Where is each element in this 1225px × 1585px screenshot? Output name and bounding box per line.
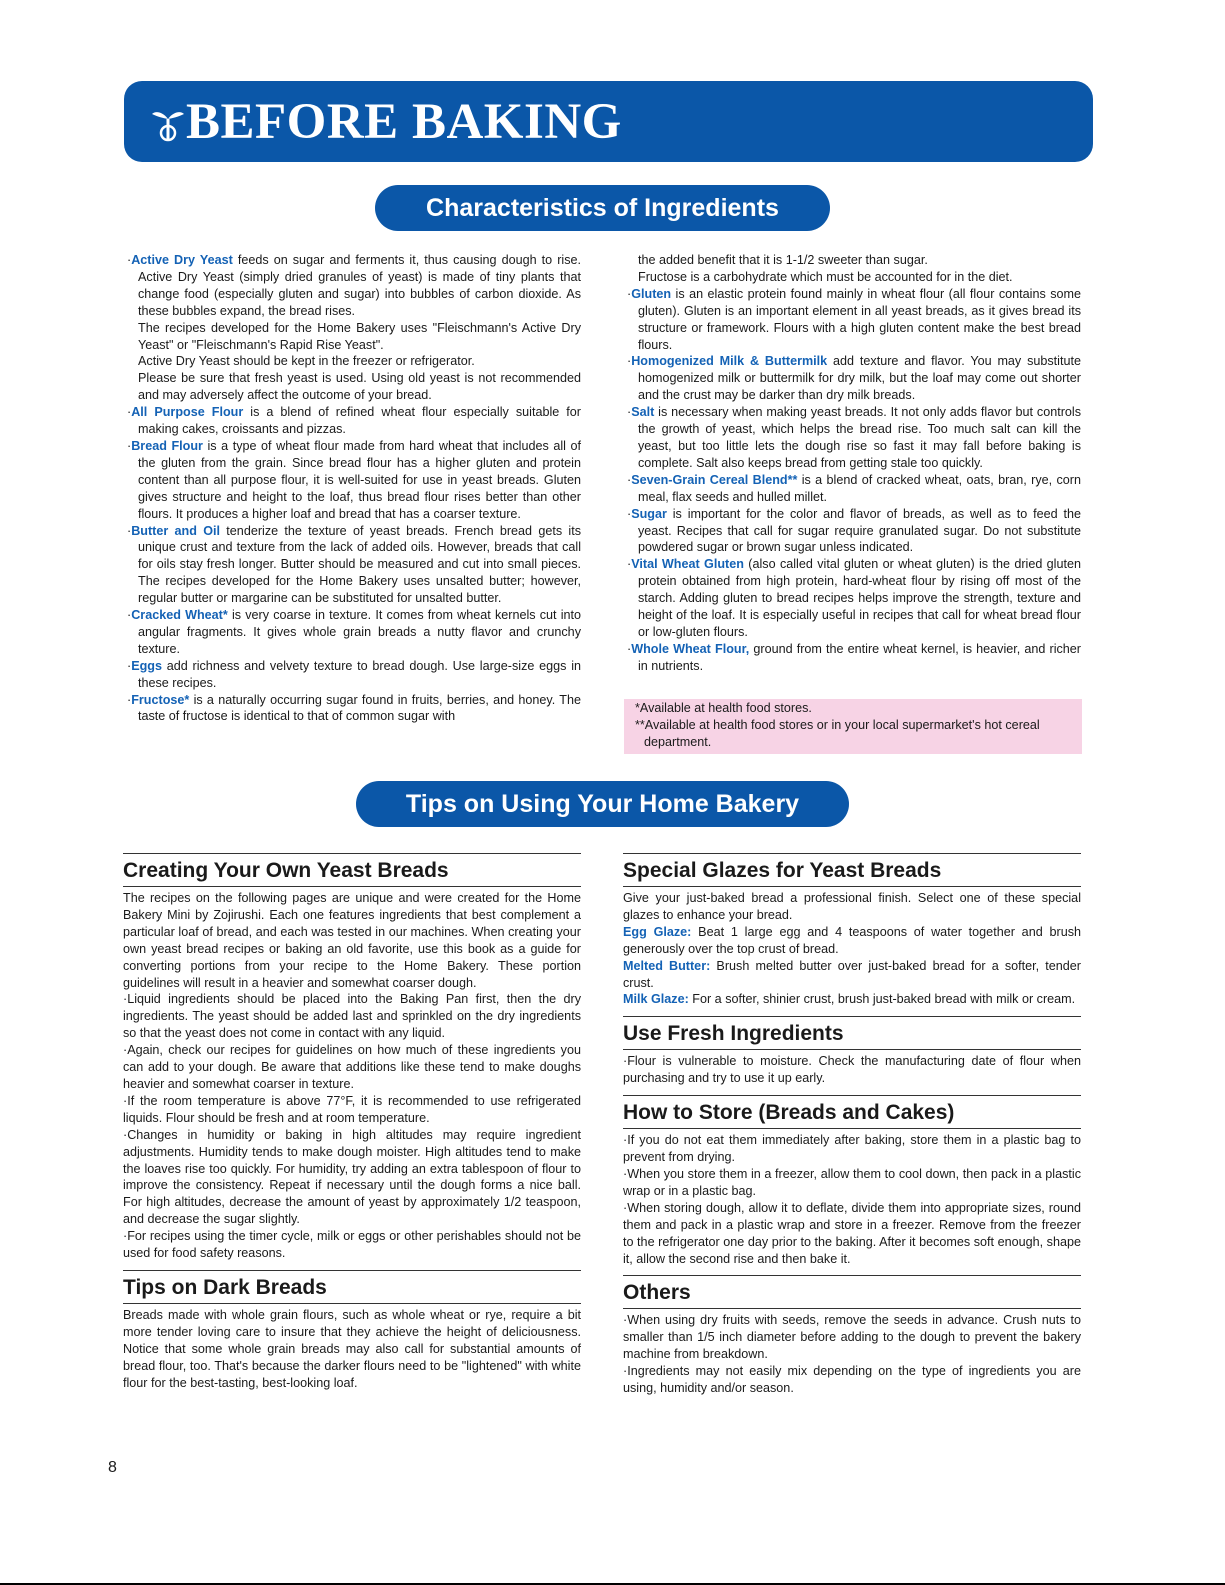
list-item: Milk Glaze: For a softer, shinier crust, brush just-baked bread with milk or cream. [623, 992, 1076, 1007]
store-section [623, 1095, 1081, 1267]
glazes-section [623, 853, 1081, 1008]
list-item: Active Dry Yeast should be kept in the freezer or refrigerator. [138, 354, 475, 369]
list-item: ·When using dry fruits with seeds, remove the seeds in advance. Crush nuts to smaller than 1/5 inch diameter before adding to the dough to prevent the bakery machine from breakdown. [623, 1313, 1081, 1362]
section-heading: How to Store (Breads and Cakes) [623, 1095, 1081, 1129]
availability-note [624, 699, 1082, 754]
list-item: ·Sugar is important for the color and flavor of breads, as well as to feed the yeast. Recipes that call for sugar require granulated sugar. Do not substitute powdered sugar or brown sugar unless indicated. [627, 506, 1081, 555]
list-item: Egg Glaze: Beat 1 large egg and 4 teaspoons of water together and brush generously over the top crust of bread. [623, 924, 1081, 956]
list-item: Fructose is a carbohydrate which must be accounted for in the diet. [638, 269, 1013, 284]
section-heading: Others [623, 1275, 1081, 1309]
list-item: ·Again, check our recipes for guidelines on how much of these ingredients you can add to your dough. Be aware that additions like these tend to make doughs heavier and somewhat coarser in texture. [123, 1043, 581, 1091]
list-item: ·For recipes using the timer cycle, milk or eggs or other perishables should not be used for food safety reasons. [123, 1229, 581, 1261]
list-item: ·All Purpose Flour is a blend of refined wheat flour especially suitable for making cakes, croissants and pizzas. [127, 405, 581, 437]
section-heading: Special Glazes for Yeast Breads [623, 853, 1081, 887]
tips-left-column [123, 853, 581, 1399]
ingredients-left-column [127, 252, 581, 725]
section-title-tips: Tips on Using Your Home Bakery [356, 781, 849, 827]
others-section [623, 1275, 1081, 1397]
note-line: **Available at health food stores or in your local supermarket's hot cereal department. [635, 717, 1040, 749]
list-item: the added benefit that it is 1-1/2 sweeter than sugar. [638, 253, 928, 267]
list-item: ·Homogenized Milk & Buttermilk add texture and flavor. You may substitute homogenized milk or buttermilk for dry milk, but the loaf may come out shorter and the crust may be darker than dry milk breads. [627, 354, 1081, 403]
fresh-section [623, 1016, 1081, 1087]
list-item: ·Salt is necessary when making yeast breads. It not only adds flavor but controls the growth of yeast, which helps the bread rise. Too much salt can kill the yeast, but too little lets the dough rise so fast it may fall before baking is complete. Salt also keeps bread from getting stale too quickly. [627, 405, 1081, 470]
tips-right-column [623, 853, 1081, 1405]
list-item: ·Fructose* is a naturally occurring sugar found in fruits, berries, and honey. The taste of fructose is identical to that of common sugar with [127, 692, 581, 724]
list-item: ·Butter and Oil tenderize the texture of yeast breads. French bread gets its unique crust and texture from the lack of added oils. However, breads that call for oils stay fresh longer. Butter should be measured and cut into small pieces. The recipes developed for the Home Bakery uses unsalted butter; however, regular butter or margarine can be substituted for unsalted butter. [127, 523, 582, 606]
note-line: *Available at health food stores. [635, 701, 812, 715]
list-item: ·Flour is vulnerable to moisture. Check the manufacturing date of flour when purchasing and try to use it up early. [623, 1054, 1081, 1086]
list-item: ·Liquid ingredients should be placed into the Baking Pan first, then the dry ingredients. The yeast should be added last and sprinkled on the dry ingredients so that the yeast does not come in contact with any liquid. [123, 992, 581, 1041]
section-heading: Creating Your Own Yeast Breads [123, 853, 581, 887]
list-item: ·Ingredients may not easily mix depending on the type of ingredients you are using, humidity and/or season. [623, 1364, 1081, 1396]
list-item: Please be sure that fresh yeast is used. Using old yeast is not recommended and may adversely affect the outcome of your bread. [138, 371, 581, 403]
paragraph: Breads made with whole grain flours, such as whole wheat or rye, require a bit more tender loving care to insure that they achieve the height of deliciousness. Notice that some whole grain breads may also call for substantial amounts of bread flour, too. That's because the darker flours need to be "lightened" with white flour for the best-tasting, best-looking loaf. [123, 1307, 581, 1390]
dark-breads-section [123, 1270, 581, 1392]
list-item: ·Active Dry Yeast feeds on sugar and ferments it, thus causing dough to rise. Active Dry Yeast (simply dried granules of yeast) is made of tiny plants that change food (especially gluten and sugar) into bubbles of carbon dioxide. As these bubbles expand, the bread rises. [127, 253, 581, 318]
list-item: ·Bread Flour is a type of wheat flour made from hard wheat that includes all of the gluten from the grain. Since bread flour has a higher gluten and protein content than all purpose flour, it is well-suited for use in yeast breads. Gluten gives structure and height to the loaf, thus bread flour rises better than other flours. It produces a higher loaf and bread that has a coarser texture. [127, 438, 581, 521]
list-item: ·Eggs add richness and velvety texture to bread dough. Use large-size eggs in these recipes. [127, 658, 581, 690]
list-item: ·When you store them in a freezer, allow them to cool down, then pack in a plastic wrap or in a plastic bag. [623, 1166, 1081, 1198]
title-banner [124, 81, 1093, 162]
list-item: ·Whole Wheat Flour, ground from the entire wheat kernel, is heavier, and richer in nutrients. [627, 641, 1081, 673]
section-title-ingredients: Characteristics of Ingredients [375, 185, 830, 231]
list-item: ·Vital Wheat Gluten (also called vital gluten or wheat gluten) is the dried gluten protein obtained from high protein, hard-wheat flour by rising off most of the starch. Adding gluten to bread recipes helps improve the strength, texture and height of the loaf. It is especially useful in recipes that call for wheat bread flour or low-gluten flours. [627, 557, 1081, 639]
list-item: ·Seven-Grain Cereal Blend** is a blend of cracked wheat, oats, bran, rye, corn meal, flax seeds and hulled millet. [627, 472, 1082, 504]
paragraph: The recipes on the following pages are unique and were created for the Home Bakery Mini by Zojirushi. Each one features ingredients that best complement a particular loaf of bread, and each was tested in our machines. When creating your own yeast bread recipes or baking an old favorite, use this book as a guide for converting portions from your recipe to the Home Bakery. These portion guidelines will result in a heavier and somewhat coarser dough. [123, 891, 581, 990]
section-heading: Use Fresh Ingredients [623, 1016, 1081, 1050]
paragraph: Give your just-baked bread a professional finish. Select one of these special glazes to enhance your bread. [623, 891, 1081, 922]
section-heading: Tips on Dark Breads [123, 1270, 581, 1304]
sprout-icon [150, 101, 186, 143]
list-item: ·Cracked Wheat* is very coarse in texture. It comes from wheat kernels cut into angular fragments. It gives whole grain breads a nutty flavor and crunchy texture. [127, 608, 582, 656]
page-title: BEFORE BAKING [186, 94, 622, 150]
list-item: The recipes developed for the Home Bakery uses "Fleischmann's Active Dry Yeast" or "Fleischmann's Rapid Rise Yeast". [138, 320, 581, 352]
list-item: ·If the room temperature is above 77°F, it is recommended to use refrigerated liquids. Flour should be fresh and at room temperature. [123, 1093, 581, 1125]
list-item: ·Changes in humidity or baking in high altitudes may require ingredient adjustments. Humidity tends to make dough moister. High altitudes tend to make the loaves rise too quickly. For humidity, try adding an extra tablespoon of flour to improve the consistency. Repeat if necessary until the dough forms a nice ball. For high altitudes, decrease the amount of yeast by approximately 1/2 teaspoon, and decrease the sugar slightly. [123, 1127, 581, 1227]
list-item: ·When storing dough, allow it to deflate, divide them into appropriate sizes, round them and pack in a plastic wrap and store in a freezer. Remove from the freezer to the refrigerator one day prior to the baking. After it becomes soft enough, shape it, allow the second rise and then bake it. [623, 1200, 1081, 1266]
ingredients-right-column [627, 252, 1081, 675]
list-item: ·Gluten is an elastic protein found mainly in wheat flour (all flour contains some gluten). Gluten is an important element in all yeast breads, as it gives bread its structure or framework. Flours with a high gluten content make the best bread flours. [627, 286, 1081, 352]
page-number: 8 [108, 1459, 117, 1476]
creating-section [123, 853, 581, 1262]
list-item: ·If you do not eat them immediately after baking, store them in a plastic bag to prevent from drying. [623, 1133, 1081, 1165]
list-item: Melted Butter: Brush melted butter over just-baked bread for a softer, tender crust. [623, 958, 1081, 990]
